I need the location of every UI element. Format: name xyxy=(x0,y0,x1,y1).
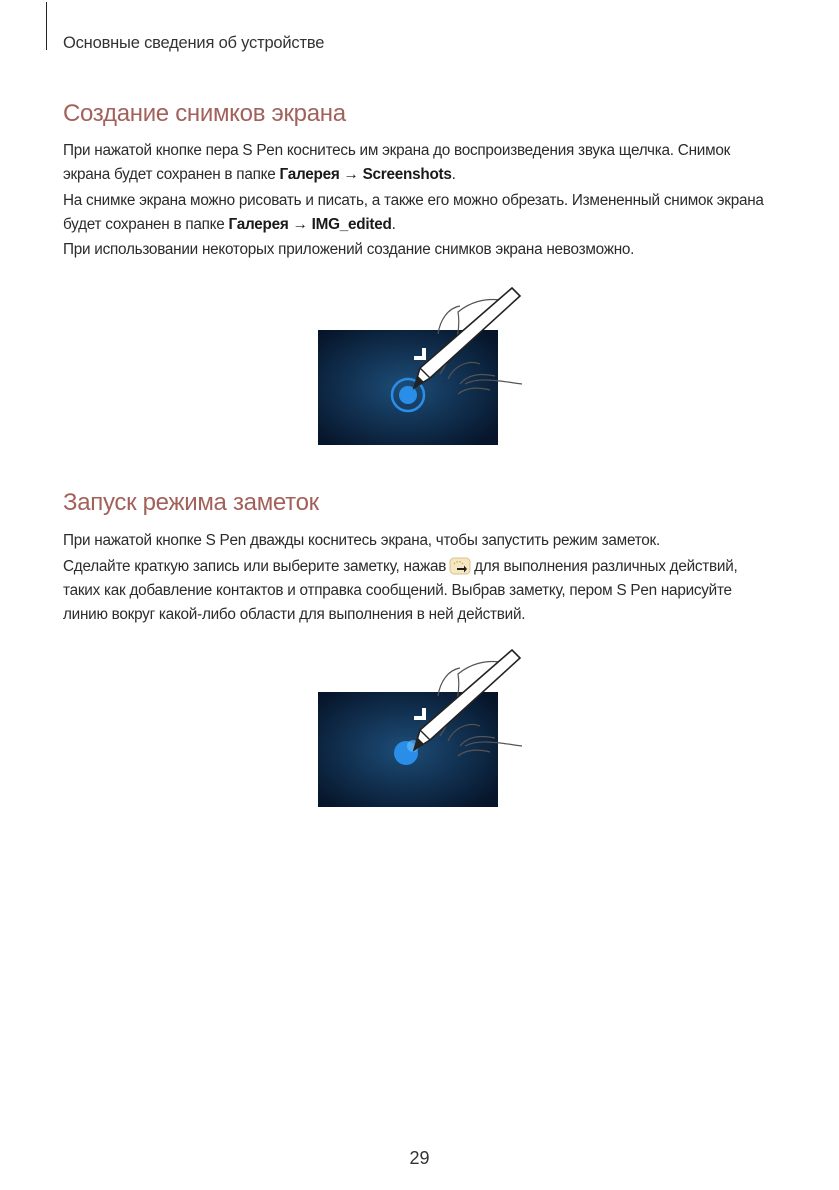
header-rule xyxy=(46,2,47,50)
menu-path-gallery-2: Галерея xyxy=(228,216,289,233)
memo-gesture-illustration xyxy=(310,646,530,810)
page-number: 29 xyxy=(409,1148,430,1168)
paragraph-memo-launch: При нажатой кнопке S Pen дважды коснитесь экрана, чтобы запустить режим заметок. xyxy=(63,532,660,549)
paragraph-memo-actions: Сделайте краткую запись или выберите заметку, нажав для выполнения различных действий, таких как добавление контактов и отправка сообщений. Выбрав заметку, пером S Pen нарисуйте линию вокруг какой-либо области для выполнения в ней действий. xyxy=(63,558,738,623)
chapter-header: Основные сведения об устройстве xyxy=(63,34,325,52)
paragraph-screenshot-note: При использовании некоторых приложений создание снимков экрана невозможно. xyxy=(63,241,635,258)
section-title-memo-mode: Запуск режима заметок xyxy=(63,489,319,516)
paragraph-screenshot-edit: На снимке экрана можно рисовать и писать, а также его можно обрезать. Измененный снимок экрана будет сохранен в папке Галерея → IMG_edited. xyxy=(63,192,764,233)
memo-action-icon xyxy=(449,557,471,575)
menu-path-gallery: Галерея xyxy=(279,166,340,183)
menu-path-screenshots: Screenshots xyxy=(362,166,452,183)
section-title-screenshots: Создание снимков экрана xyxy=(63,100,346,127)
paragraph-screenshot-capture: При нажатой кнопке пера S Pen коснитесь им экрана до воспроизведения звука щелчка. Снимок экрана будет сохранен в папке Галерея → Screenshots. xyxy=(63,142,731,183)
menu-path-img-edited: IMG_edited xyxy=(311,216,392,233)
screenshot-gesture-illustration xyxy=(310,284,530,448)
